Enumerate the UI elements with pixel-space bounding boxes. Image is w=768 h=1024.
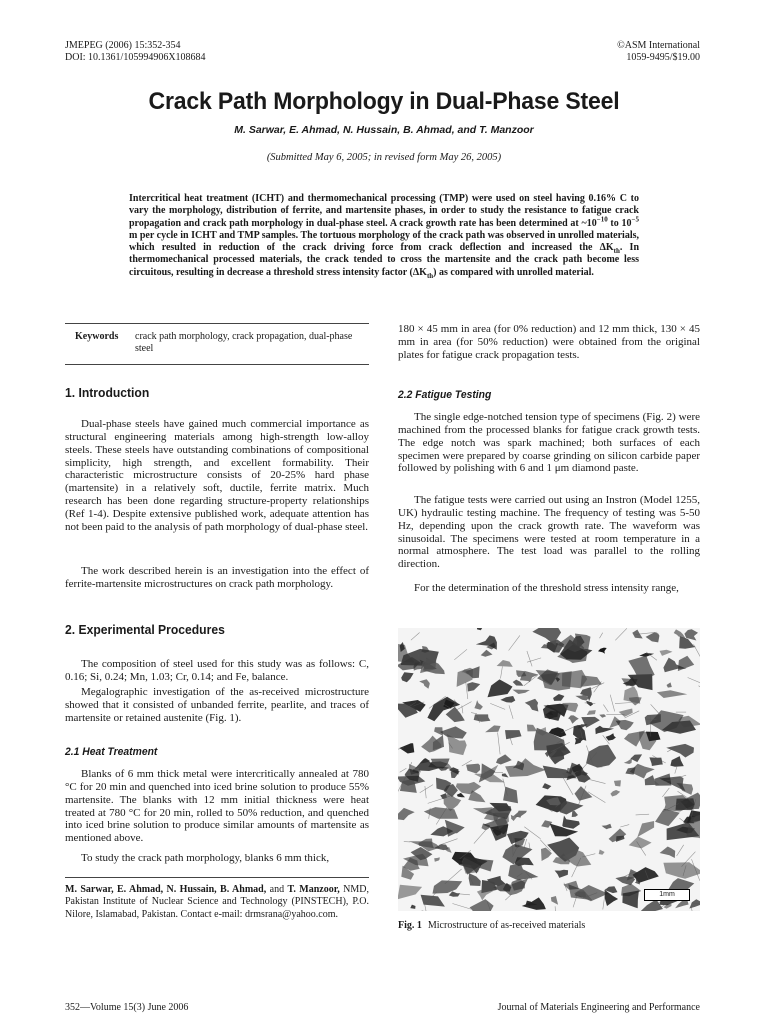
grain-particle [667, 682, 672, 687]
grain-boundary [454, 649, 467, 660]
grain-particle [649, 757, 662, 766]
footer-volume: 352—Volume 15(3) June 2006 [65, 1002, 189, 1013]
grain-particle [666, 744, 694, 758]
grain-particle [660, 650, 673, 656]
grain-boundary [603, 705, 608, 712]
grain-particle [657, 690, 687, 698]
grain-particle [541, 820, 552, 827]
grain-particle [574, 885, 608, 901]
grain-particle [609, 829, 627, 843]
grain-particle [440, 726, 467, 738]
grain-boundary [555, 906, 556, 911]
grain-boundary [675, 766, 677, 774]
heat-treatment-paragraph-2: To study the crack path morphology, blanks 6 mm thick, [81, 852, 330, 864]
abstract [129, 193, 639, 279]
grain-particle [527, 725, 537, 732]
grain-particle [674, 629, 686, 638]
section-heading-introduction: 1. Introduction [65, 385, 150, 400]
grain-boundary [505, 894, 511, 900]
fatigue-paragraph-1: The single edge-notched tension type of specimens (Fig. 2) were machined from the processed blanks for fatigue crack growth tests. The edge notch was spark machined; both surfaces of each specimen were prepared by coarse grinding on silicon carbide paper followed by polishing with 6 and 1 μm diamond paste. [398, 411, 700, 475]
subsection-heading-heat-treatment: 2.1 Heat Treatment [65, 746, 158, 758]
grain-particle [637, 821, 654, 837]
abstract-exponent-2: −5 [631, 215, 639, 224]
grain-particle [602, 824, 612, 829]
issn-price-text: 1059-9495/$19.00 [626, 52, 700, 63]
grain-boundary [420, 785, 433, 793]
grain-particle [505, 758, 546, 777]
grain-particle [485, 725, 501, 732]
affiliation-last-name: T. Manzoor, [287, 884, 340, 895]
keywords-label: Keywords [75, 331, 119, 342]
fatigue-paragraph-2: The fatigue tests were carried out using an Instron (Model 1255, UK) hydraulic testing machine. The frequency of testing was 5-50 Hz, depending upon the crack growth rate. The waveform was sinusoidal. The specimens were tested at room temperature in a normal atmosphere. The test load was parallel to the rolling direction. [398, 494, 700, 571]
grain-boundary [600, 633, 603, 639]
grain-particle [575, 786, 593, 801]
affiliation-divider [65, 877, 369, 878]
grain-boundary [498, 733, 501, 755]
specimen-dimensions-paragraph: 180 × 45 mm in area (for 0% reduction) and 12 mm thick, 130 × 45 mm in area (for 50% reduction) were obtained from the original plates for fatigue crack propagation tests. [398, 323, 700, 361]
grain-boundary [425, 904, 430, 911]
grain-particle [615, 876, 635, 885]
abstract-subscript-2: th [426, 271, 434, 280]
grain-particle [451, 770, 460, 778]
grain-boundary [474, 830, 486, 843]
grain-particle [624, 686, 641, 704]
grain-boundary [456, 702, 472, 711]
grain-particle [551, 896, 558, 905]
grain-particle [410, 905, 415, 909]
grain-particle [466, 764, 480, 774]
affiliation-names: M. Sarwar, E. Ahmad, N. Hussain, B. Ahmad, [65, 884, 267, 895]
grain-particle [616, 720, 634, 730]
grain-particle [500, 696, 515, 703]
grain-boundary [615, 703, 632, 704]
heat-treatment-paragraph-1: Blanks of 6 mm thick metal were intercritically annealed at 780 °C for 20 min and quenched into iced brine solution to produce 55% martensite. The blanks with 12 mm initial thickness were heat treated at 780 °C for 20 min, rolled to 50% reduction, and quenched into iced brine solution to produce similar amounts of martensite as mentioned above. [65, 768, 369, 845]
grain-particle [445, 820, 465, 837]
grain-particle [614, 780, 621, 786]
grain-boundary [610, 695, 615, 712]
keywords-text: crack path morphology, crack propagation, dual-phase steel [135, 331, 353, 354]
grain-particle [670, 756, 683, 767]
submission-dates: (Submitted May 6, 2005; in revised form May 26, 2005) [266, 152, 502, 163]
grain-particle [553, 694, 564, 701]
affiliation-details: NMD, Pakistan Institute of Nuclear Science and Technology (PINSTECH), P.O. Nilore, Islamabad, Pakistan. Contact e-mail: drmsrana@yahoo.com. [65, 884, 369, 920]
grain-particle [457, 793, 465, 797]
grain-boundary [490, 703, 505, 709]
grain-boundary [411, 633, 420, 641]
grain-particle [512, 690, 530, 694]
grain-boundary [651, 704, 661, 715]
grain-particle [560, 801, 584, 815]
figure-1-caption [398, 920, 700, 931]
grain-particle [572, 811, 578, 817]
grain-particle [599, 714, 606, 718]
abstract-text-3: m per cycle in ICHT and TMP samples. The tortuous morphology of the crack path was observed in unrolled materials, which resulted in reduction of the crack driving force from crack deflection and increased the ΔK [129, 229, 639, 254]
publisher-text: ©ASM International [617, 40, 700, 51]
grain-boundary [620, 825, 629, 827]
grain-particle [610, 790, 620, 797]
grain-particle [676, 783, 693, 795]
grain-boundary [527, 651, 532, 666]
grain-boundary [585, 778, 605, 783]
microstructure-image [398, 628, 700, 911]
grain-particle [474, 714, 491, 721]
grain-particle [606, 733, 616, 740]
subsection-heading-fatigue-testing: 2.2 Fatigue Testing [398, 389, 492, 401]
fatigue-paragraph-3: For the determination of the threshold stress intensity range, [414, 582, 679, 594]
grain-boundary [615, 628, 627, 640]
grain-particle [481, 650, 493, 657]
grain-particle [599, 850, 605, 855]
grain-particle [476, 635, 497, 649]
grain-boundary [694, 644, 701, 663]
grain-boundary [509, 705, 513, 719]
grain-particle [469, 873, 481, 886]
grain-particle [622, 891, 639, 909]
grain-particle [655, 809, 680, 826]
abstract-text-4: . In thermomechanical processed materials, the crack tended to cross the martensite and the crack path become less circuitous, resulting in decrease a threshold stress intensity factor (ΔK [129, 242, 640, 278]
grain-particle [474, 700, 483, 710]
doi-text: DOI: 10.1361/105994906X108684 [65, 52, 206, 63]
experimental-paragraph-1: The composition of steel used for this study was as follows: C, 0.16; Si, 0.24; Mn, 1.03; Cr, 0.14; and Fe, balance. [65, 658, 369, 683]
grain-particle [503, 787, 518, 804]
abstract-text-2: to 10 [607, 217, 632, 229]
grain-boundary [439, 839, 458, 846]
grain-boundary [452, 904, 471, 910]
grain-particle [624, 758, 632, 764]
experimental-paragraph-2: Megalographic investigation of the as-received microstructure showed that it consisted of unbanded ferrite, pearlite, and traces of martensite or retained austenite (Fig. 1). [65, 686, 369, 724]
intro-paragraph-1: Dual-phase steels have gained much commercial importance as structural engineering materials among high-strength low-alloy steels. These steels have outstanding combinations of compositional simplicity, high strength, and excellent formability. Their characteristic microstructure consists of 20-25% hard phase (martensite) in a relatively soft, ductile, ferrite matrix. Much research has been done regarding structure-property relationships (Ref 1-4). Despite extensive published work, adequate attention has not been paid to the analysis of path morphology of dual-phase steel. [65, 418, 369, 533]
grain-boundary [662, 788, 669, 797]
grain-particle [619, 709, 633, 717]
grain-particle [456, 782, 481, 794]
grain-particle [467, 682, 480, 691]
grain-particle [401, 672, 413, 682]
grain-boundary [425, 786, 426, 798]
grain-boundary [471, 713, 477, 714]
scale-bar: 1mm [644, 889, 690, 901]
intro-paragraph-2: The work described herein is an investigation into the effect of ferrite-martensite microstructures on crack path morphology. [65, 565, 369, 590]
caption-text: Microstructure of as-received materials [427, 920, 586, 931]
affiliation-and: and [266, 884, 288, 895]
abstract-exponent-1: −10 [596, 215, 608, 224]
grain-particle [513, 680, 524, 686]
grain-particle [568, 715, 579, 723]
paper-title: Crack Path Morphology in Dual-Phase Steel [148, 88, 620, 115]
grain-boundary [501, 666, 503, 678]
grain-particle [446, 707, 465, 722]
grain-particle [598, 648, 607, 654]
figure-1-micrograph [398, 628, 700, 911]
grain-particle [488, 679, 513, 697]
grain-particle [398, 808, 415, 820]
grain-boundary [509, 635, 520, 650]
grain-boundary [400, 768, 407, 772]
grain-particle [586, 745, 616, 768]
grain-particle [434, 857, 440, 862]
grain-particle [641, 899, 664, 911]
grain-particle [542, 783, 551, 789]
grain-boundary [699, 686, 701, 695]
grain-particle [630, 754, 642, 762]
grain-particle [477, 890, 493, 901]
author-list: M. Sarwar, E. Ahmad, N. Hussain, B. Ahmad, and T. Manzoor [234, 124, 534, 136]
grain-particle [522, 897, 546, 910]
grain-particle [421, 895, 445, 907]
journal-reference: JMEPEG (2006) 15:352-354 [65, 40, 181, 51]
grain-particle [477, 628, 484, 630]
abstract-text-5: ) as compared with unrolled material. [433, 266, 594, 278]
grain-particle [505, 730, 522, 739]
grain-particle [541, 848, 552, 861]
section-heading-experimental: 2. Experimental Procedures [65, 622, 225, 637]
grain-particle [546, 743, 570, 758]
grain-particle [525, 699, 539, 712]
grain-particle [587, 710, 596, 715]
grain-particle [433, 880, 463, 893]
grain-particle [646, 632, 660, 642]
grain-particle [562, 816, 580, 829]
grain-boundary [677, 845, 684, 856]
grain-particle [555, 870, 569, 878]
grain-particle [419, 679, 430, 689]
caption-label: Fig. 1 [398, 920, 422, 931]
footer-journal-name: Journal of Materials Engineering and Performance [497, 1002, 700, 1013]
grain-particle [508, 863, 538, 881]
grain-boundary [563, 778, 573, 795]
abstract-text-1: Intercritical heat treatment (ICHT) and thermomechanical processing (TMP) were used on steel having 0.16% C to vary the morphology, distribution of ferrite, and martensite phases, in order to study the resistance to fatigue crack propagation and crack path morphology in dual-phase steel. A crack growth rate has been determined at ~10 [129, 193, 639, 229]
grain-particle [663, 862, 700, 879]
grain-boundary [688, 678, 700, 687]
grain-particle [418, 839, 434, 849]
grain-particle [660, 847, 676, 859]
keywords-box [65, 323, 369, 365]
grain-particle [497, 660, 513, 667]
grain-particle [398, 885, 422, 900]
grain-particle [496, 754, 512, 764]
grain-particle [433, 735, 444, 750]
grain-particle [502, 773, 509, 777]
abstract-subscript-1: th [613, 247, 620, 256]
grain-particle [434, 727, 443, 736]
grain-boundary [636, 814, 650, 815]
author-affiliation [65, 884, 369, 921]
